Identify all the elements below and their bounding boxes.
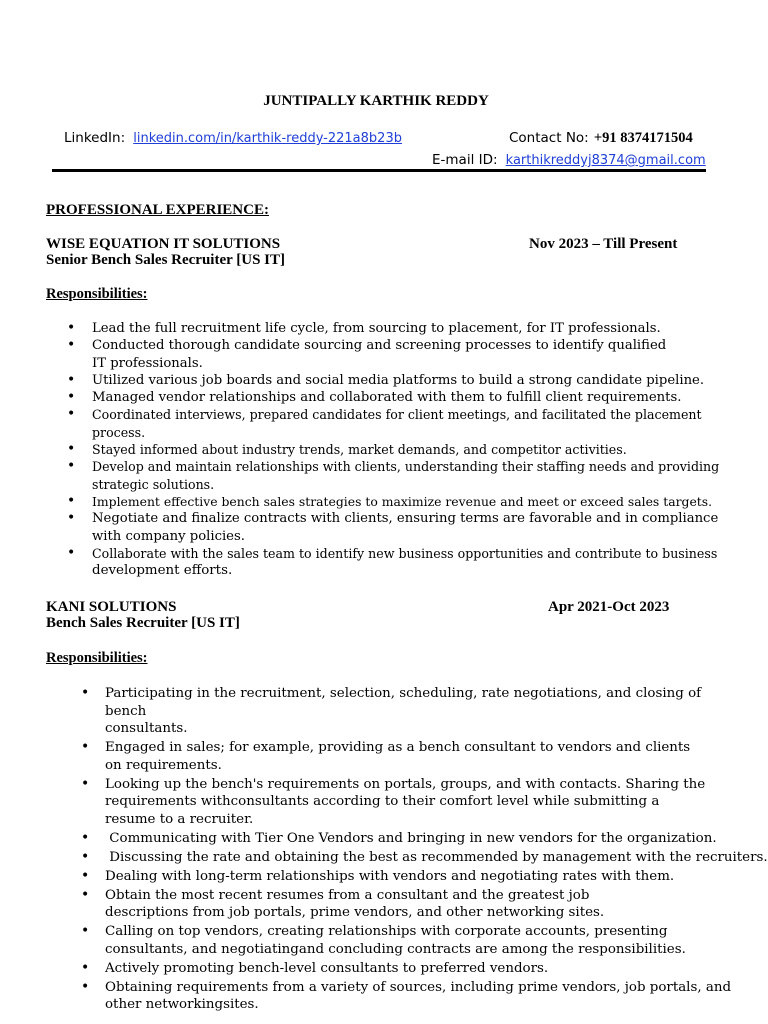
job-2-role: Bench Sales Recruiter [US IT] — [46, 615, 240, 631]
list-item: • Engaged in sales; for example, providing as a bench consultant to vendors and clients on requirements. — [105, 739, 745, 774]
linkedin-label: LinkedIn: — [64, 130, 126, 146]
list-item: • Dealing with long-term relationships with vendors and negotiating rates with them. — [105, 868, 745, 886]
phone-number: +91 8374171504 — [593, 130, 693, 146]
list-item: • Utilized various job boards and social media platforms to build a strong candidate pipeline. — [92, 372, 732, 389]
phone-label: Contact No: — [509, 130, 589, 146]
list-item: • Implement effective bench sales strategies to maximize revenue and meet or exceed sales targets. — [92, 493, 732, 510]
list-item: • Develop and maintain relationships with clients, understanding their staffing needs and providing strategic solutions. — [92, 458, 732, 493]
email-label: E-mail ID: — [432, 152, 498, 168]
linkedin-row — [64, 127, 402, 146]
job-2-dates: Apr 2021-Oct 2023 — [548, 599, 670, 615]
list-item: • Actively promoting bench-level consultants to preferred vendors. — [105, 960, 745, 978]
job-1-company: WISE EQUATION IT SOLUTIONS — [46, 236, 281, 252]
job-2-responsibilities-label: Responsibilities: — [46, 650, 148, 666]
list-item: • Conducted thorough candidate sourcing and screening processes to identify qualified IT professionals. — [92, 337, 732, 372]
list-item: • Coordinated interviews, prepared candidates for client meetings, and facilitated the placement process. — [92, 406, 732, 441]
list-item: • Calling on top vendors, creating relationships with corporate accounts, presenting consultants, and negotiatingand concluding contracts are among the responsibilities. — [105, 923, 745, 958]
linkedin-link[interactable]: linkedin.com/in/karthik-reddy-221a8b23b — [133, 131, 402, 146]
list-item: • Stayed informed about industry trends, market demands, and competitor activities. — [92, 441, 732, 458]
email-link[interactable]: karthikreddyj8374@gmail.com — [505, 153, 706, 168]
list-item: • Lead the full recruitment life cycle, from sourcing to placement, for IT professionals. — [92, 320, 732, 337]
job-1-role: Senior Bench Sales Recruiter [US IT] — [46, 252, 286, 268]
list-item: • Participating in the recruitment, selection, scheduling, rate negotiations, and closing of bench consultants. — [105, 685, 745, 738]
list-item: • Looking up the bench's requirements on portals, groups, and with contacts. Sharing the requirements withconsultants according to their comfort level while submitting a resume to a recruiter. — [105, 776, 745, 829]
job-1-responsibilities-list — [92, 320, 732, 579]
email-row — [432, 149, 706, 168]
phone-row — [509, 127, 693, 147]
job-2-company: KANI SOLUTIONS — [46, 599, 177, 615]
list-item: • Discussing the rate and obtaining the best as recommended by management with the recruiters. — [105, 849, 745, 867]
list-item: • Obtain the most recent resumes from a consultant and the greatest job descriptions from job portals, prime vendors, and other networking sites. — [105, 887, 745, 922]
list-item: • Collaborate with the sales team to identify new business opportunities and contribute to business development efforts. — [92, 545, 732, 580]
list-item: • Negotiate and finalize contracts with clients, ensuring terms are favorable and in compliance with company policies. — [92, 510, 732, 545]
job-1-dates: Nov 2023 – Till Present — [529, 236, 678, 252]
header-divider — [52, 169, 706, 172]
section-title-experience: PROFESSIONAL EXPERIENCE: — [46, 202, 269, 218]
list-item: • Obtaining requirements from a variety of sources, including prime vendors, job portals, and other networkingsites. — [105, 979, 745, 1014]
job-1-responsibilities-label: Responsibilities: — [46, 286, 148, 302]
list-item: • Communicating with Tier One Vendors and bringing in new vendors for the organization. — [105, 830, 745, 848]
job-2-responsibilities-list — [105, 685, 768, 1015]
candidate-name: JUNTIPALLY KARTHIK REDDY — [263, 93, 489, 109]
list-item: • Managed vendor relationships and collaborated with them to fulfill client requirements. — [92, 389, 732, 406]
